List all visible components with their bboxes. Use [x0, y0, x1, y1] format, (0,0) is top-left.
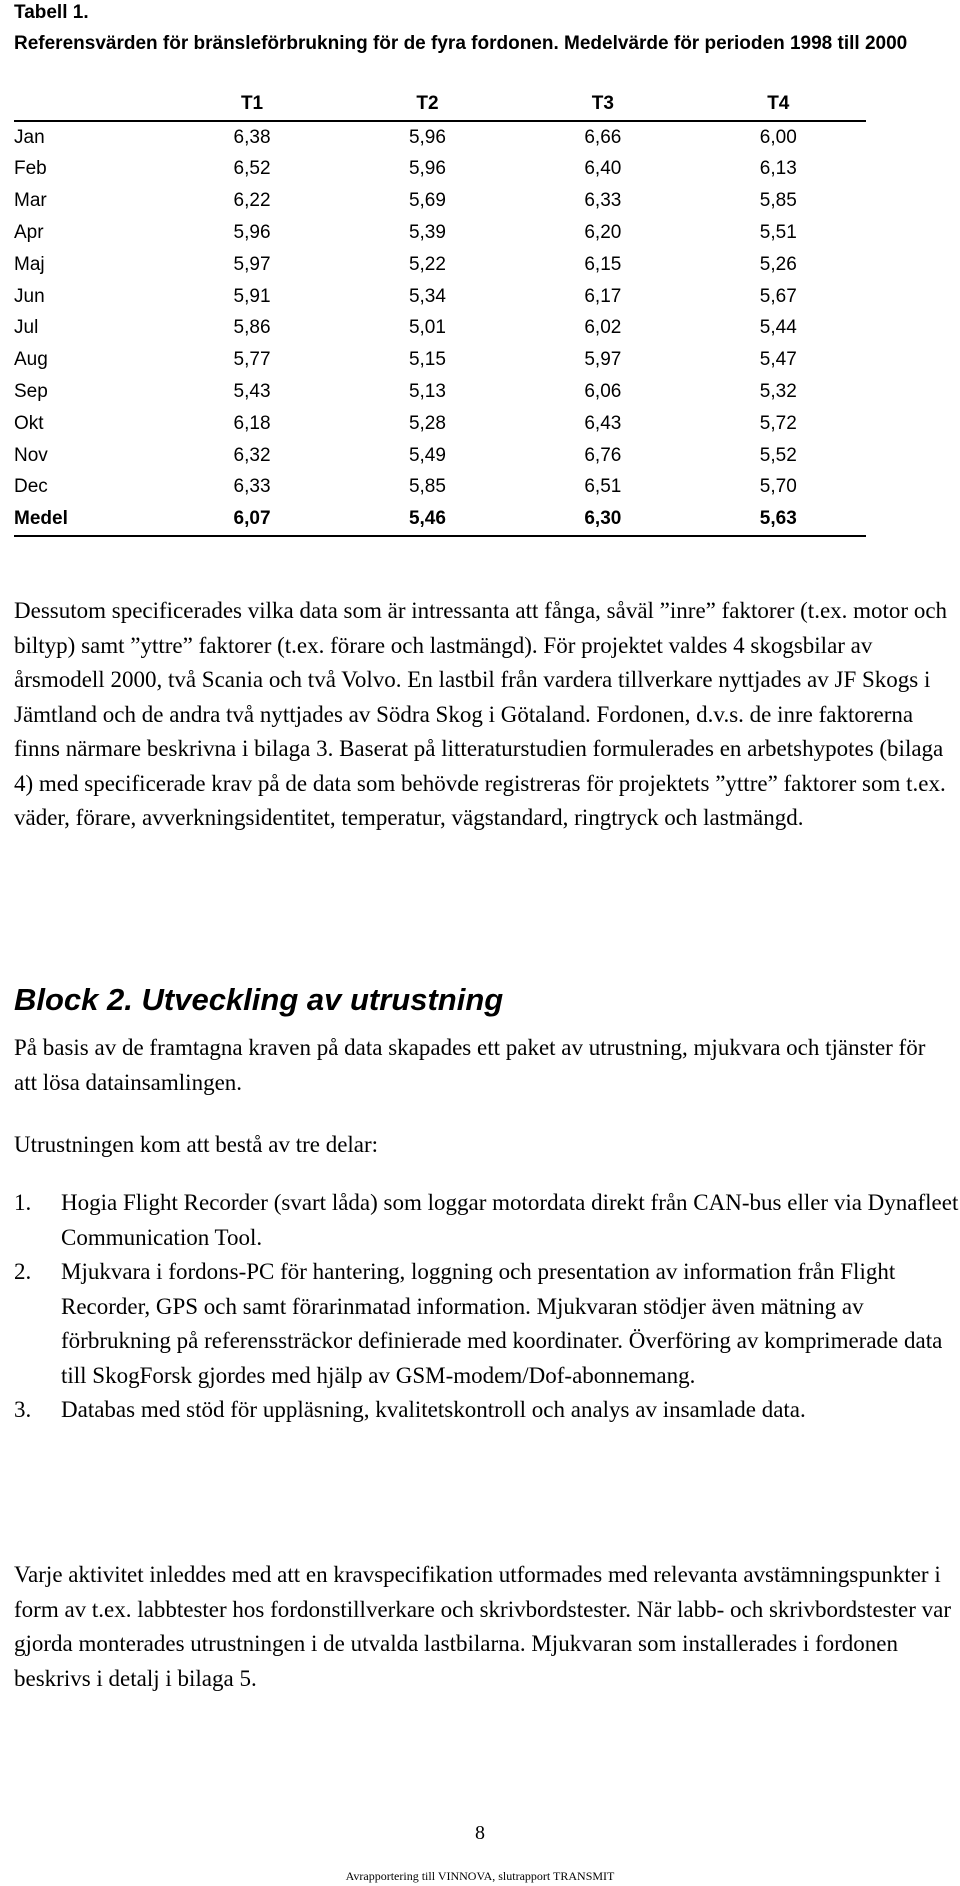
list-item [14, 1186, 960, 1255]
value-cell: 6,17 [584, 285, 622, 307]
month-cell: Aug [14, 349, 48, 371]
value-cell: 5,97 [584, 349, 622, 371]
list-item-number: 1. [14, 1190, 32, 1215]
value-cell: 5,13 [408, 381, 446, 403]
value-cell: 5,67 [759, 285, 797, 307]
value-cell: 5,44 [759, 317, 797, 339]
section-heading: Block 2. Utveckling av utrustning [14, 982, 504, 1017]
value-cell: 6,33 [233, 476, 271, 498]
body-paragraph: Utrustningen kom att bestå av tre delar: [14, 1132, 379, 1157]
value-cell: 6,06 [584, 381, 622, 403]
value-cell: 6,18 [233, 412, 271, 434]
value-cell: 5,47 [759, 349, 797, 371]
month-cell: Jul [14, 317, 39, 339]
fuel-consumption-table [14, 88, 866, 537]
month-cell: Apr [14, 222, 44, 244]
equipment-list [14, 1186, 960, 1428]
table-header-cell: T1 [240, 92, 264, 114]
table-header-cell: T2 [416, 92, 439, 114]
value-cell: 6,00 [759, 126, 797, 148]
month-cell: Okt [14, 412, 44, 434]
list-item-number: 3. [14, 1397, 32, 1422]
table-caption: Referensvärden för bränsleförbrukning för de fyra fordonen. Medelvärde för perioden 1998 till 2000 [14, 33, 908, 54]
list-item-text: Hogia Flight Recorder (svart låda) som loggar motordata direkt från CAN-bus eller via Dynafleet Communication Tool. [61, 1190, 959, 1250]
value-cell: 6,13 [759, 158, 797, 180]
value-cell: 6,02 [584, 317, 622, 339]
table-row [14, 344, 866, 376]
value-cell: 5,51 [759, 222, 797, 244]
value-cell: 5,86 [233, 317, 271, 339]
value-cell: 6,15 [584, 253, 622, 275]
body-paragraph: Dessutom specificerades vilka data som är intressanta att fånga, såväl ”inre” faktorer (t.ex. motor och biltyp) samt ”yttre” faktorer (t.ex. förare och lastmängd). För projektet valdes 4 skogsbilar av årsmodell 2000, två Scania och två Volvo. En lastbil från vardera tillverkare nyttjades av JF Skogs i Jämtland och de andra två nyttjades av Södra Skog i Götaland. Fordonen, d.v.s. de inre faktorerna finns närmare beskrivna i bilaga 3. Baserat på litteraturstudien formulerades en arbetshypotes (bilaga 4) med specificerade krav på de data som behövde registreras för projektets ”yttre” faktorer som t.ex. väder, förare, avverkningsidentitet, temperatur, vägstandard, ringtryck och lastmängd. [14, 598, 948, 830]
value-cell: 6,33 [584, 190, 622, 212]
month-cell: Jun [14, 285, 45, 307]
table-header-cell [14, 88, 164, 121]
list-item-text: Mjukvara i fordons-PC för hantering, loggning och presentation av information från Flight Recorder, GPS och samt förarinmatad information. Mjukvaran stödjer även mätning av förbrukning på referenssträckor definierade med koordinater. Överföring av komprimerade data till SkogForsk gjordes med hjälp av GSM-modem/Dof-abonnemang. [61, 1259, 943, 1388]
month-cell: Medel [14, 508, 68, 530]
value-cell: 5,49 [408, 444, 446, 466]
body-paragraph: På basis av de framtagna kraven på data skapades ett paket av utrustning, mjukvara och tjänster för att lösa datainsamlingen. [14, 1035, 926, 1095]
table-row [14, 121, 866, 154]
page-number: 8 [475, 1822, 485, 1844]
list-item [14, 1255, 960, 1393]
table-header-row [14, 88, 866, 121]
table-body [14, 121, 866, 536]
footer-text: Avrapportering till VINNOVA, slutrapport TRANSMIT [345, 1869, 615, 1883]
table-row [14, 313, 866, 345]
value-cell: 6,20 [584, 222, 622, 244]
table-row [14, 154, 866, 186]
value-cell: 6,38 [233, 126, 271, 148]
value-cell: 5,01 [408, 317, 446, 339]
value-cell: 5,70 [759, 476, 797, 498]
body-paragraph: Varje aktivitet inleddes med att en kravspecifikation utformades med relevanta avstämningspunkter i form av t.ex. labbtester hos fordonstillverkare och skrivbordstester. När labb- och skrivbordstester var gjorda monterades utrustningen i de utvalda lastbilarna. Mjukvaran som installerades i fordonen beskrivs i detalj i bilaga 5. [14, 1562, 951, 1691]
list-item [14, 1393, 960, 1428]
list-item-text: Databas med stöd för uppläsning, kvalitetskontroll och analys av insamlade data. [61, 1397, 806, 1422]
value-cell: 6,52 [233, 158, 271, 180]
value-cell: 5,72 [759, 412, 797, 434]
value-cell: 5,28 [408, 412, 446, 434]
value-cell: 5,96 [233, 222, 271, 244]
value-cell: 5,52 [759, 444, 797, 466]
month-cell: Jan [14, 126, 45, 148]
value-cell: 6,43 [584, 412, 622, 434]
value-cell: 6,30 [584, 508, 622, 530]
value-cell: 5,69 [408, 190, 446, 212]
month-cell: Nov [14, 444, 48, 466]
value-cell: 5,63 [759, 508, 797, 530]
value-cell: 5,85 [408, 476, 446, 498]
table-header-cell: T4 [767, 92, 790, 114]
value-cell: 5,91 [233, 285, 271, 307]
value-cell: 6,07 [233, 508, 271, 530]
value-cell: 5,26 [759, 253, 797, 275]
value-cell: 6,22 [233, 190, 271, 212]
table-mean-row [14, 503, 866, 536]
table-row [14, 185, 866, 217]
value-cell: 5,96 [408, 158, 446, 180]
month-cell: Maj [14, 253, 45, 275]
value-cell: 6,51 [584, 476, 622, 498]
value-cell: 5,34 [408, 285, 446, 307]
month-cell: Sep [14, 381, 48, 403]
table-row [14, 440, 866, 472]
value-cell: 5,32 [759, 381, 797, 403]
value-cell: 5,15 [408, 349, 446, 371]
value-cell: 6,32 [233, 444, 271, 466]
value-cell: 5,39 [408, 222, 446, 244]
value-cell: 5,22 [408, 253, 446, 275]
month-cell: Mar [14, 190, 47, 212]
value-cell: 5,46 [408, 508, 446, 530]
list-item-number: 2. [14, 1259, 32, 1284]
table-row [14, 249, 866, 281]
value-cell: 6,76 [584, 444, 622, 466]
table-row [14, 376, 866, 408]
value-cell: 6,66 [584, 126, 622, 148]
table-header-cell: T3 [591, 92, 614, 114]
table-row [14, 281, 866, 313]
value-cell: 5,97 [233, 253, 271, 275]
table-label: Tabell 1. [14, 2, 89, 23]
month-cell: Dec [14, 476, 48, 498]
value-cell: 5,43 [233, 381, 271, 403]
value-cell: 5,85 [759, 190, 797, 212]
table-row [14, 408, 866, 440]
month-cell: Feb [14, 158, 47, 180]
table-row [14, 472, 866, 504]
value-cell: 5,96 [408, 126, 446, 148]
table-row [14, 217, 866, 249]
value-cell: 6,40 [584, 158, 622, 180]
value-cell: 5,77 [233, 349, 271, 371]
